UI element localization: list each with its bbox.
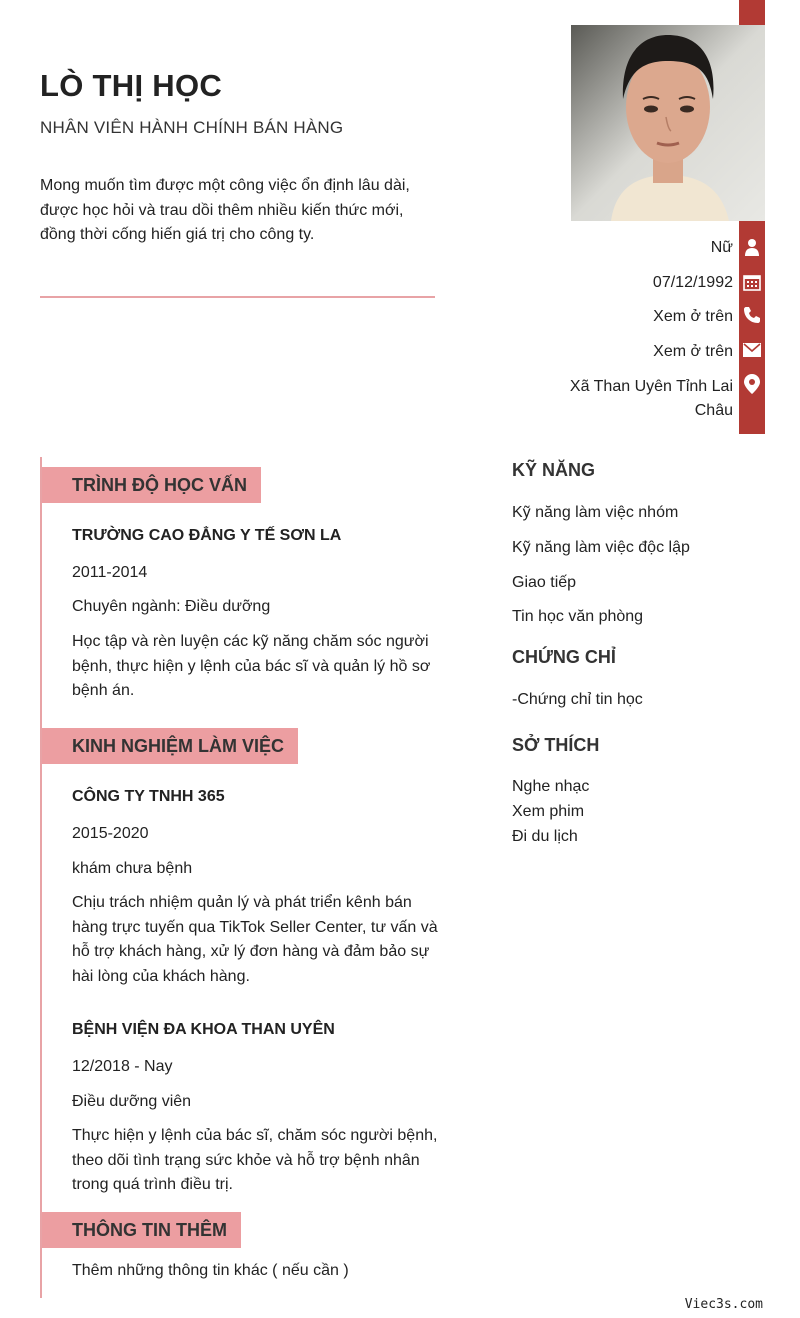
company-name: CÔNG TY TNHH 365 <box>72 788 225 805</box>
school-name: TRƯỜNG CAO ĐẲNG Y TẾ SƠN LA <box>72 527 342 544</box>
hobby-item: Đi du lịch <box>512 828 578 845</box>
education-description: Học tập và rèn luyện các kỹ năng chăm sóc người bệnh, thực hiện y lệnh của bác sĩ và quản lý hồ sơ bệnh án. <box>72 633 431 699</box>
mail-icon <box>742 340 762 360</box>
job-title: NHÂN VIÊN HÀNH CHÍNH BÁN HÀNG <box>40 118 344 137</box>
company-name: BỆNH VIỆN ĐA KHOA THAN UYÊN <box>72 1021 335 1038</box>
education-heading: TRÌNH ĐỘ HỌC VẤN <box>42 467 261 503</box>
certificates-heading: CHỨNG CHỈ <box>512 647 616 667</box>
job-description: Chịu trách nhiệm quản lý và phát triển kênh bán hàng trực tuyến qua TikTok Seller Center, tư vấn và hỗ trợ khách hàng, xử lý đơn hàng và đảm bảo sự hài lòng của khách hàng. <box>72 894 438 985</box>
hobby-item: Xem phim <box>512 803 585 820</box>
hobbies-heading: SỞ THÍCH <box>512 735 600 755</box>
timeline-line <box>40 457 42 1298</box>
gender-value: Nữ <box>710 239 733 256</box>
phone-icon <box>742 305 762 325</box>
dob-value: 07/12/1992 <box>652 274 733 291</box>
job-role: Điều dưỡng viên <box>72 1093 192 1110</box>
education-major: Chuyên ngành: Điều dưỡng <box>72 598 271 615</box>
address-line-2: Châu <box>694 402 733 419</box>
additional-info-heading: THÔNG TIN THÊM <box>42 1212 241 1248</box>
calendar-icon <box>742 272 762 292</box>
job-period: 2015-2020 <box>72 825 149 842</box>
career-objective: Mong muốn tìm được một công việc ổn định lâu dài, được học hỏi và trau dồi thêm nhiều kiến thức mới, đồng thời cống hiến giá trị cho công ty. <box>40 177 410 243</box>
skill-item: Kỹ năng làm việc độc lập <box>512 539 690 556</box>
certificate-item: -Chứng chỉ tin học <box>512 691 643 708</box>
profile-photo <box>571 25 765 221</box>
experience-heading: KINH NGHIỆM LÀM VIỆC <box>42 728 298 764</box>
skill-item: Giao tiếp <box>512 574 577 591</box>
skill-item: Kỹ năng làm việc nhóm <box>512 504 679 521</box>
address-line-1: Xã Than Uyên Tỉnh Lai <box>569 378 733 395</box>
education-period: 2011-2014 <box>72 564 148 581</box>
additional-info-text: Thêm những thông tin khác ( nếu cần ) <box>72 1262 349 1279</box>
job-role: khám chưa bệnh <box>72 860 193 877</box>
email-value: Xem ở trên <box>653 343 733 360</box>
job-description: Thực hiện y lệnh của bác sĩ, chăm sóc người bệnh, theo dõi tình trạng sức khỏe và hỗ trợ bệnh nhân trong quá trình điều trị. <box>72 1127 438 1193</box>
hobby-item: Nghe nhạc <box>512 778 590 795</box>
person-icon <box>742 237 762 257</box>
job-period: 12/2018 - Nay <box>72 1058 173 1075</box>
divider <box>40 296 435 298</box>
accent-bar-top <box>739 0 765 25</box>
candidate-name: LÒ THỊ HỌC <box>40 68 223 103</box>
skill-item: Tin học văn phòng <box>512 608 644 625</box>
location-pin-icon <box>742 374 762 394</box>
skills-heading: KỸ NĂNG <box>512 460 596 480</box>
footer-brand: Viec3s.com <box>684 1297 763 1312</box>
phone-value: Xem ở trên <box>653 308 733 325</box>
